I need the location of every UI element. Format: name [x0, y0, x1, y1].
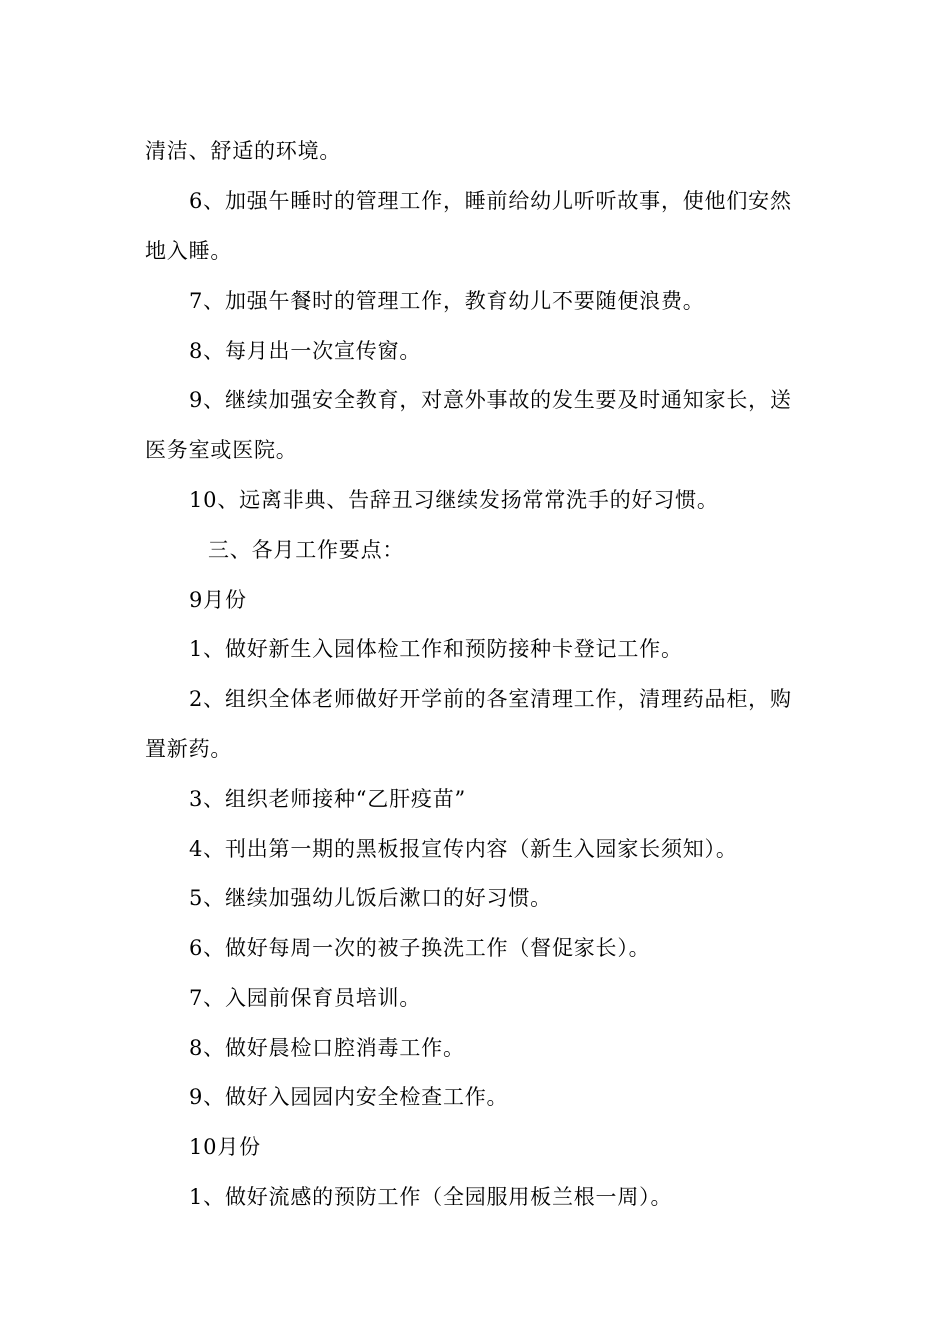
list-item-6-continuation: 地入睡。 — [145, 239, 233, 263]
september-item-6: 6、做好每周一次的被子换洗工作（督促家长）。 — [189, 936, 651, 960]
month-heading-october: 10月份 — [189, 1135, 261, 1159]
october-item-1: 1、做好流感的预防工作（全园服用板兰根一周）。 — [189, 1185, 673, 1209]
september-item-4: 4、刊出第一期的黑板报宣传内容（新生入园家长须知）。 — [189, 837, 738, 861]
september-item-1: 1、做好新生入园体检工作和预防接种卡登记工作。 — [189, 637, 683, 661]
list-item-7: 7、加强午餐时的管理工作，教育幼儿不要随便浪费。 — [189, 289, 705, 313]
september-item-2: 2、组织全体老师做好开学前的各室清理工作，清理药品柜，购 — [189, 687, 792, 711]
september-item-3: 3、组织老师接种“乙肝疫苗” — [189, 787, 467, 811]
section-heading: 三、各月工作要点： — [208, 538, 405, 562]
list-item-10: 10、远离非典、告辞丑习继续发扬常常洗手的好习惯。 — [189, 488, 719, 512]
september-item-2-continuation: 置新药。 — [145, 737, 233, 761]
list-item-8: 8、每月出一次宣传窗。 — [189, 339, 422, 363]
september-item-5: 5、继续加强幼儿饭后漱口的好习惯。 — [189, 886, 552, 910]
month-heading-september: 9月份 — [189, 588, 247, 612]
list-item-9: 9、继续加强安全教育，对意外事故的发生要及时通知家长，送 — [189, 388, 792, 412]
continuation-line: 清洁、舒适的环境。 — [145, 139, 342, 163]
september-item-7: 7、入园前保育员培训。 — [189, 986, 422, 1010]
list-item-6: 6、加强午睡时的管理工作，睡前给幼儿听听故事，使他们安然 — [189, 189, 792, 213]
september-item-9: 9、做好入园园内安全检查工作。 — [189, 1085, 509, 1109]
september-item-8: 8、做好晨检口腔消毒工作。 — [189, 1036, 465, 1060]
list-item-9-continuation: 医务室或医院。 — [145, 438, 298, 462]
